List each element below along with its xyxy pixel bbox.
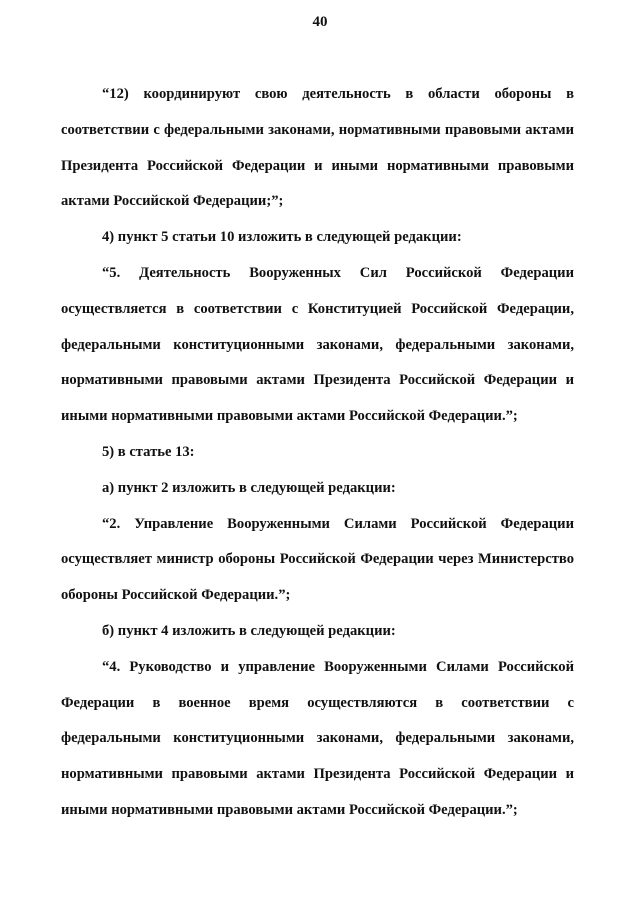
paragraph-subitem-12: “12) координируют свою деятельность в области обороны в соответствии с федеральными законами, нормативными правовыми актами Президента Российской Федерации и иными нормативными правовыми актами Российской Федерации;”; — [61, 86, 574, 210]
paragraph-article-13-point-4: “4. Руководство и управление Вооруженными Силами Российской Федерации в военное время осуществляются в соответствии с федеральными конституционными законами, федеральными законами, нормативными правовыми актами Президента Российской Федерации и иными нормативными правовыми актами Российской Федерации.”; — [61, 658, 574, 818]
page-number: 40 — [312, 14, 328, 30]
paragraph-item-4-instruction: 4) пункт 5 статьи 10 изложить в следующей редакции: — [102, 229, 462, 246]
paragraph-subitem-a-instruction: а) пункт 2 изложить в следующей редакции: — [102, 479, 396, 496]
document-body — [61, 77, 574, 829]
paragraph-subitem-b-instruction: б) пункт 4 изложить в следующей редакции: — [102, 622, 396, 639]
paragraph-item-5-heading: 5) в статье 13: — [102, 443, 195, 460]
paragraph-article-10-point-5: “5. Деятельность Вооруженных Сил Российской Федерации осуществляется в соответствии с Конституцией Российской Федерации, федеральными конституционными законами, федеральными законами, нормативными правовыми актами Президента Российской Федерации и иными нормативными правовыми актами Российской Федерации.”; — [61, 264, 574, 425]
paragraph-article-13-point-2: “2. Управление Вооруженными Силами Российской Федерации осуществляет министр обороны Российской Федерации через Министерство обороны Российской Федерации.”; — [61, 515, 574, 604]
